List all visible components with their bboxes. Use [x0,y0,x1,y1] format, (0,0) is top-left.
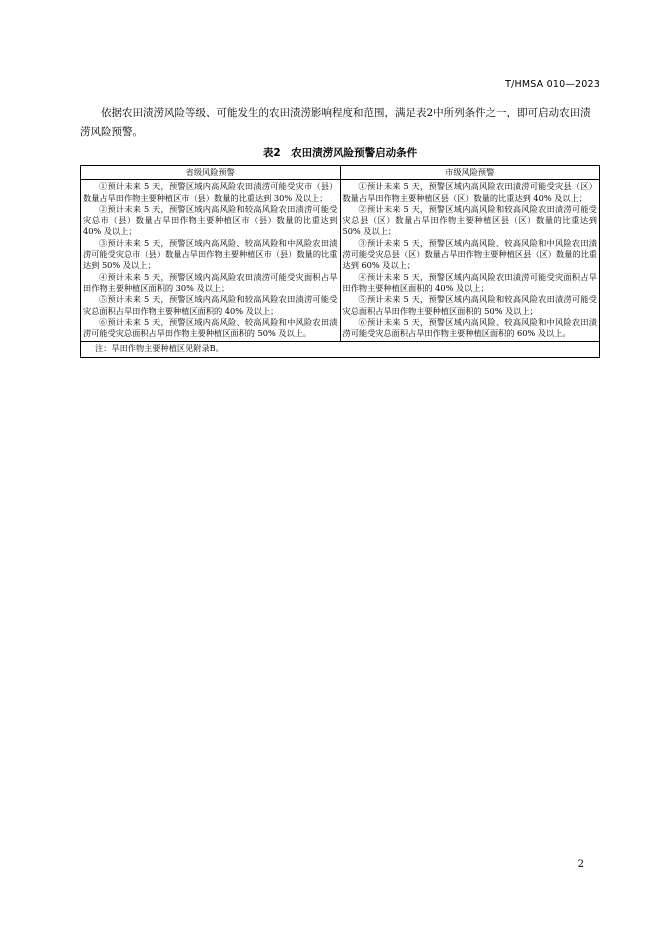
municipal-condition-6: ⑥预计未来 5 天，预警区域内高风险、较高风险和中风险农田渍涝可能受灾总面积占旱田作物主要种植区面积的 60% 及以上。 [342,316,597,339]
intro-paragraph: 依据农田渍涝风险等级、可能发生的农田渍涝影响程度和范围，满足表2中所列条件之一，即可启动农田渍涝风险预警。 [80,107,591,138]
document-code: T/HMSA 010—2023 [505,79,600,90]
provincial-condition-2: ②预计未来 5 天，预警区域内高风险和较高风险农田渍涝可能受灾总市（县）数量占旱田作物主要种植区市（县）数量的比重达到 40% 及以上； [83,203,338,237]
provincial-condition-4: ④预计未来 5 天，预警区域内高风险农田渍涝可能受灾面积占旱田作物主要种植区面积的 30% 及以上； [83,271,338,293]
provincial-conditions-cell [81,180,341,342]
table-note: 注：旱田作物主要种植区见附录B。 [81,342,600,357]
provincial-condition-3: ③预计未来 5 天，预警区域内高风险、较高风险和中风险农田渍涝可能受灾总市（县）数量占旱田作物主要种植区市（县）数量的比重达到 50% 及以上； [83,237,338,271]
municipal-condition-5: ⑤预计未来 5 天，预警区域内高风险和较高风险农田渍涝可能受灾总面积占旱田作物主要种植区面积的 50% 及以上； [342,294,597,316]
provincial-condition-5: ⑤预计未来 5 天，预警区域内高风险和较高风险农田渍涝可能受灾总面积占旱田作物主要种植区面积的 40% 及以上； [83,294,338,316]
municipal-condition-4: ④预计未来 5 天，预警区域内高风险农田渍涝可能受灾面积占旱田作物主要种植区面积的 40% 及以上； [342,271,597,293]
column-header-municipal: 市级风险预警 [340,166,600,180]
municipal-condition-2: ②预计未来 5 天，预警区域内高风险和较高风险农田渍涝可能受灾总县（区）数量占旱田作物主要种植区县（区）数量的比重达到 50% 及以上； [342,203,597,237]
table-row [81,180,600,342]
table-header-row [81,166,600,180]
provincial-condition-1: ①预计未来 5 天，预警区域内高风险农田渍涝可能受灾市（县）数量占旱田作物主要种植区市（县）数量的比重达到 30% 及以上； [83,181,338,203]
municipal-condition-1: ①预计未来 5 天，预警区域内高风险农田渍涝可能受灾县（区）数量占旱田作物主要种植区县（区）数量的比重达到 40% 及以上； [342,181,597,203]
municipal-conditions-cell [340,180,600,342]
municipal-condition-3: ③预计未来 5 天，预警区域内高风险、较高风险和中风险农田渍涝可能受灾总县（区）数量占旱田作物主要种植区县（区）数量的比重达到 60% 及以上； [342,237,597,271]
table-note-row [81,342,600,357]
column-header-provincial: 省级风险预警 [81,166,341,180]
page-number: 2 [577,859,584,870]
table-caption: 表2 农田渍涝风险预警启动条件 [262,147,418,159]
provincial-condition-6: ⑥预计未来 5 天，预警区域内高风险、较高风险和中风险农田渍涝可能受灾总面积占旱田作物主要种植区面积的 50% 及以上。 [83,316,338,339]
risk-warning-table [80,165,600,358]
